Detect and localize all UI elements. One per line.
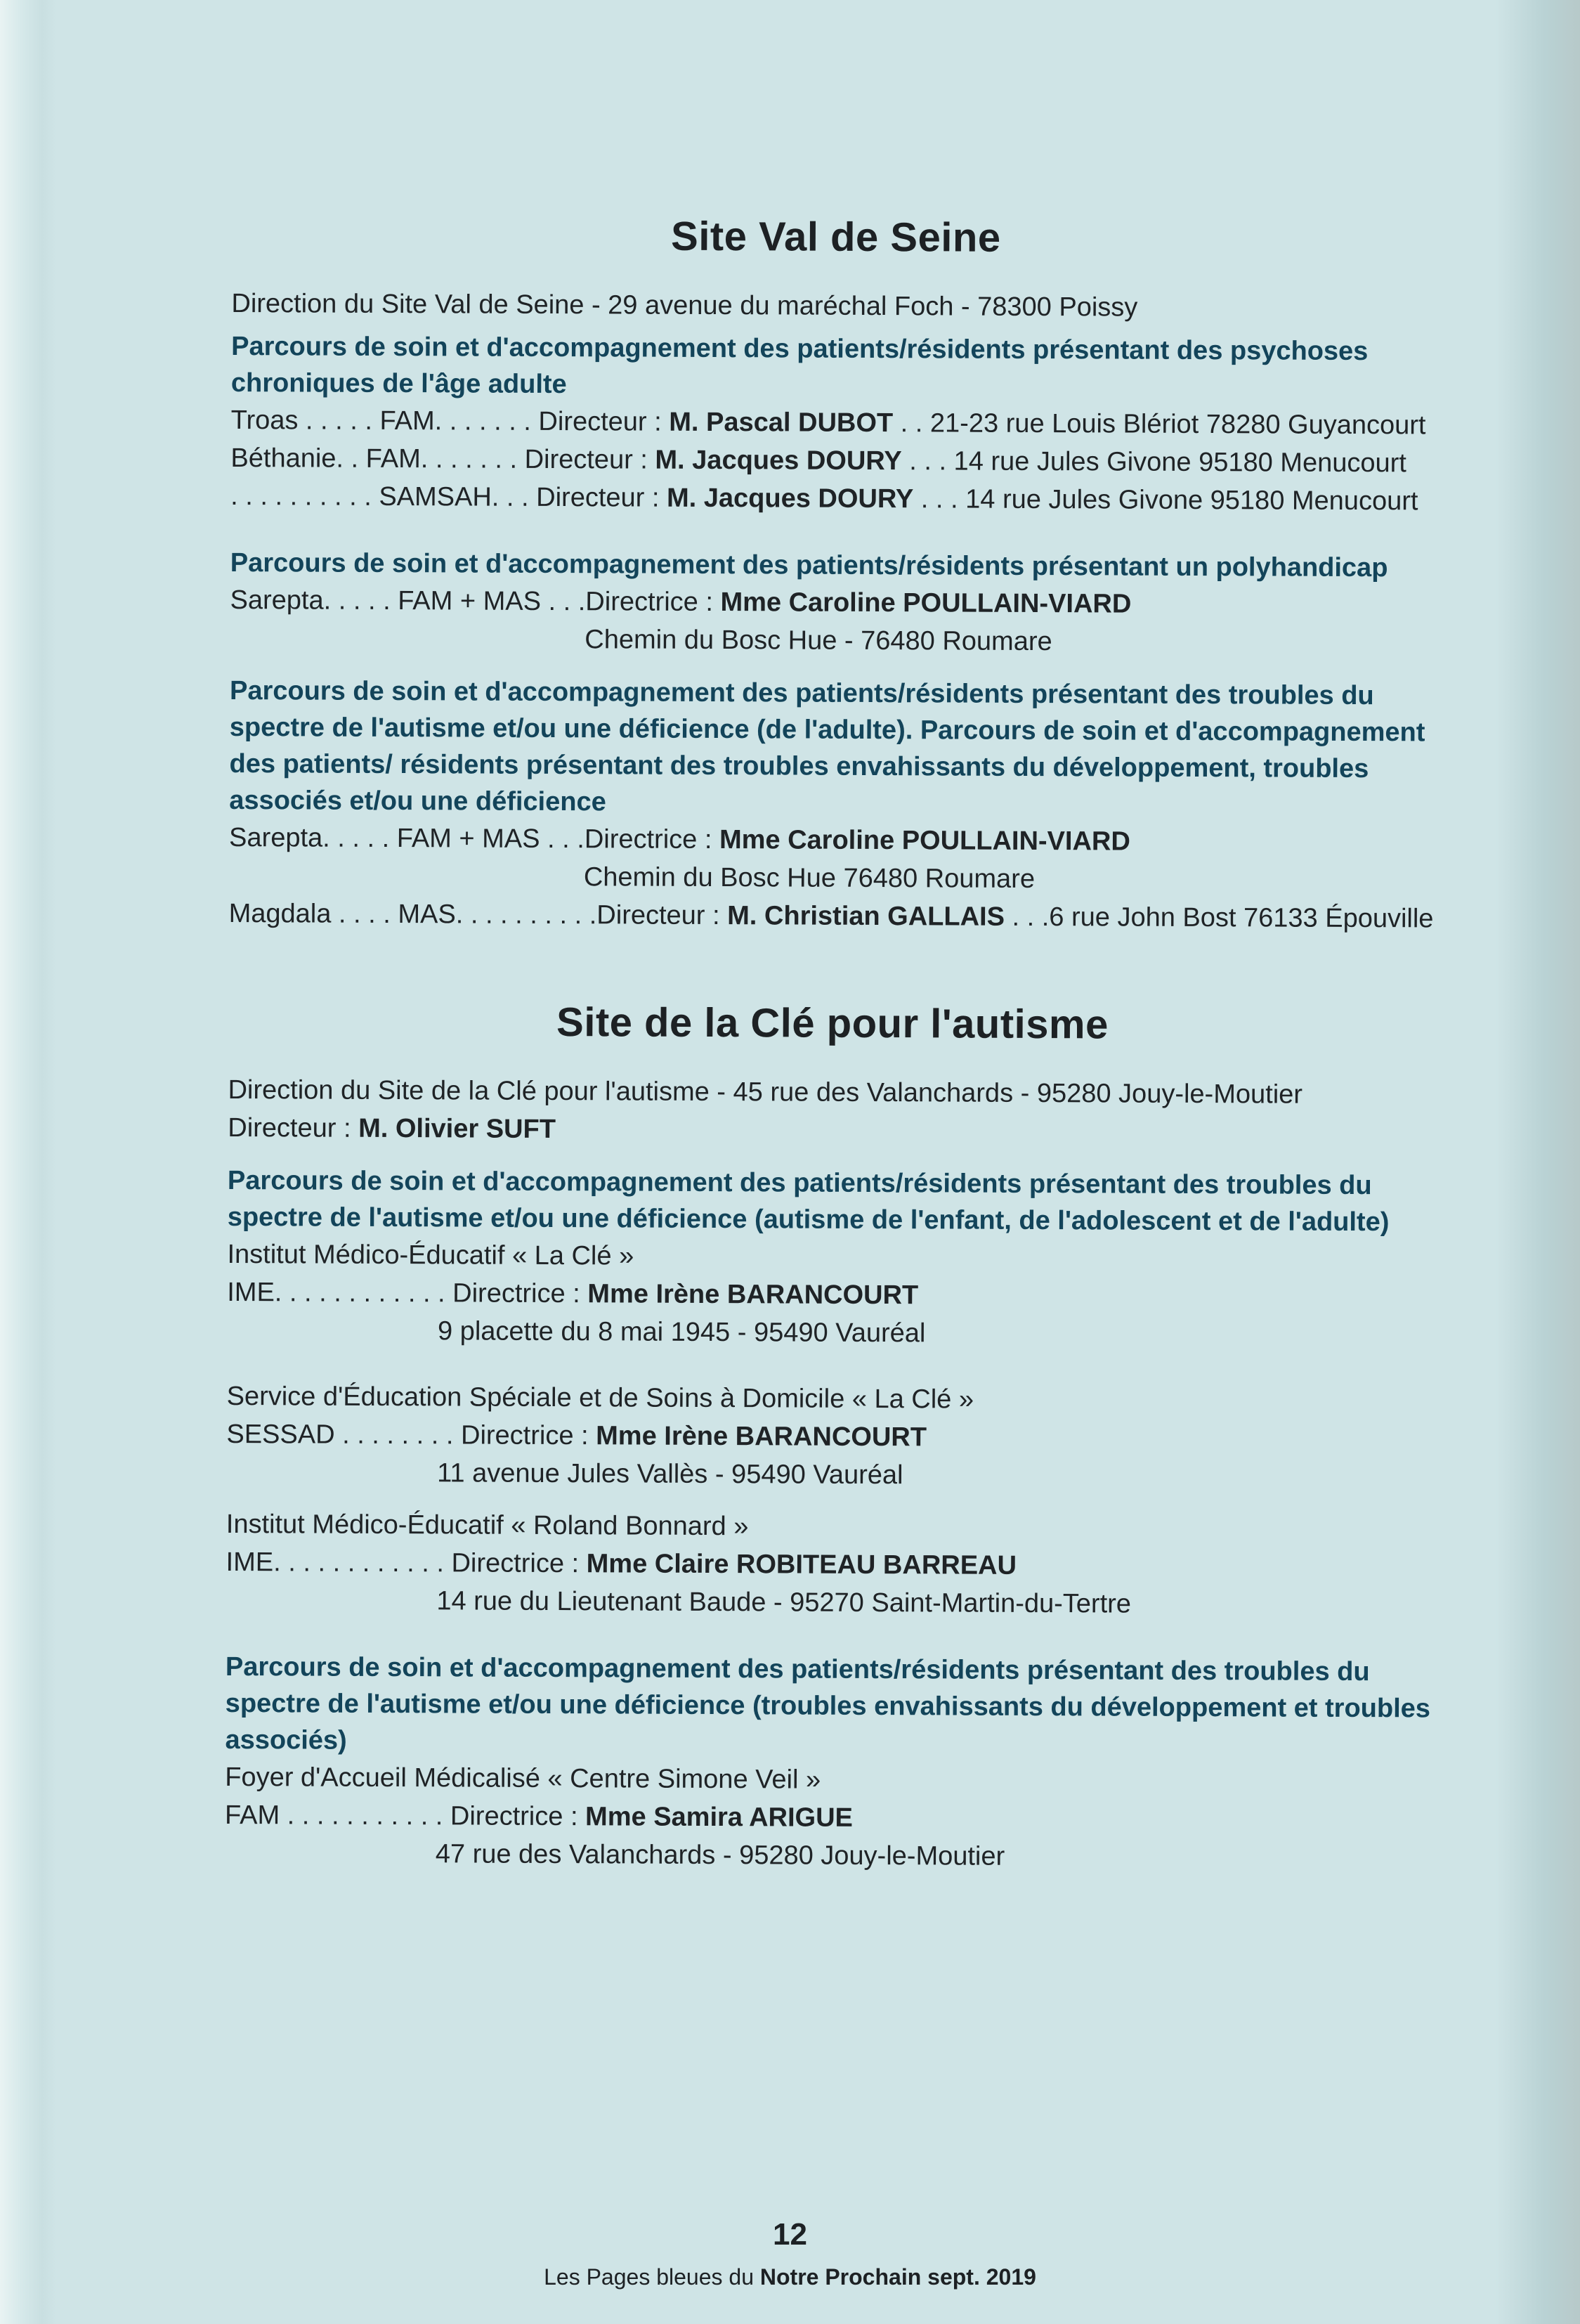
institution-sessad-address: 11 avenue Jules Vallès - 95490 Vauréal: [437, 1458, 903, 1491]
institution-ime-la-cle-name: Institut Médico-Éducatif « La Clé »: [227, 1239, 634, 1271]
entry-bethanie: Béthanie. . FAM. . . . . . . Directeur : M. Jacques DOURY . . . 14 rue Jules Givone 95180 Menucourt: [230, 443, 1406, 479]
site-la-cle-director: Directeur : M. Olivier SUFT: [228, 1112, 556, 1145]
institution-sessad-name: Service d'Éducation Spéciale et de Soins à Domicile « La Clé »: [226, 1381, 974, 1415]
entry-magdala: Magdala . . . . MAS. . . . . . . . . .Directeur : M. Christian GALLAIS . . .6 rue John Bost 76133 Épouville: [228, 898, 1434, 934]
page-binding-edge: [0, 0, 56, 2324]
page-right-edge: [1496, 0, 1580, 2324]
institution-ime-roland-bonnard-address: 14 rue du Lieutenant Baude - 95270 Saint-Martin-du-Tertre: [436, 1586, 1132, 1619]
site-val-de-seine-title: Site Val de Seine: [670, 213, 1001, 261]
site-la-cle-direction: Direction du Site de la Clé pour l'autisme - 45 rue des Valanchards - 95280 Jouy-le-Moutier: [228, 1075, 1303, 1110]
footer-publication: Les Pages bleues du Notre Prochain sept. 2019: [544, 2264, 1036, 2290]
page-content: [225, 211, 1440, 1877]
institution-fam-simone-veil: FAM . . . . . . . . . . . Directrice : Mme Samira ARIGUE: [224, 1800, 854, 1833]
site-la-cle-title: Site de la Clé pour l'autisme: [556, 999, 1109, 1048]
section-psychoses-heading: Parcours de soin et d'accompagnement des patients/résidents présentant des psychoses chroniques de l'âge adulte: [230, 331, 1369, 400]
section-ted-heading: Parcours de soin et d'accompagnement des patients/résidents présentant des troubles du spectre de l'autisme et/ou une déficience (troubles envahissants du développement et troubles associés): [225, 1651, 1431, 1755]
entry-sarepta-polyhandicap: Sarepta. . . . . FAM + MAS . . .Directrice : Mme Caroline POULLAIN-VIARD: [230, 585, 1132, 619]
entry-sarepta-polyhandicap-address: Chemin du Bosc Hue - 76480 Roumare: [585, 625, 1052, 657]
institution-sessad: SESSAD . . . . . . . . Directrice : Mme Irène BARANCOURT: [226, 1419, 927, 1453]
institution-ime-la-cle-address: 9 placette du 8 mai 1945 - 95490 Vauréal: [437, 1316, 926, 1349]
institution-fam-simone-veil-name: Foyer d'Accueil Médicalisé « Centre Simone Veil »: [225, 1762, 821, 1795]
section-autisme-adulte-heading: Parcours de soin et d'accompagnement des patients/résidents présentant des troubles du spectre de l'autisme et/ou une déficience (de l'adulte). Parcours de soin et d'accompagnement des patients/ résidents présentant des troubles envahissants du développement, troubles associés et/ou une déficience: [229, 675, 1425, 817]
entry-sarepta-autisme-address: Chemin du Bosc Hue 76480 Roumare: [583, 862, 1036, 894]
institution-ime-la-cle: IME. . . . . . . . . . . . Directrice : Mme Irène BARANCOURT: [227, 1277, 919, 1311]
page-number: 12: [773, 2217, 807, 2252]
institution-fam-simone-veil-address: 47 rue des Valanchards - 95280 Jouy-le-Moutier: [435, 1839, 1005, 1871]
entry-sarepta-autisme: Sarepta. . . . . FAM + MAS . . .Directrice : Mme Caroline POULLAIN-VIARD: [229, 822, 1130, 857]
section-autisme-enfant-heading: Parcours de soin et d'accompagnement des patients/résidents présentant des troubles du spectre de l'autisme et/ou une déficience (autisme de l'enfant, de l'adolescent et de l'adulte): [227, 1165, 1390, 1238]
entry-samsah: . . . . . . . . . . SAMSAH. . . Directeur : M. Jacques DOURY . . . 14 rue Jules Givone 95180 Menucourt: [230, 481, 1418, 517]
institution-ime-roland-bonnard: IME. . . . . . . . . . . . Directrice : Mme Claire ROBITEAU BARREAU: [226, 1547, 1017, 1580]
entry-troas: Troas . . . . . FAM. . . . . . . Directeur : M. Pascal DUBOT . . 21-23 rue Louis Blériot 78280 Guyancourt: [230, 405, 1426, 441]
institution-ime-roland-bonnard-name: Institut Médico-Éducatif « Roland Bonnard »: [226, 1509, 749, 1542]
section-polyhandicap-heading: Parcours de soin et d'accompagnement des patients/résidents présentant un polyhandicap: [230, 547, 1388, 583]
site-val-de-seine-direction: Direction du Site Val de Seine - 29 avenue du maréchal Foch - 78300 Poissy: [231, 288, 1138, 323]
